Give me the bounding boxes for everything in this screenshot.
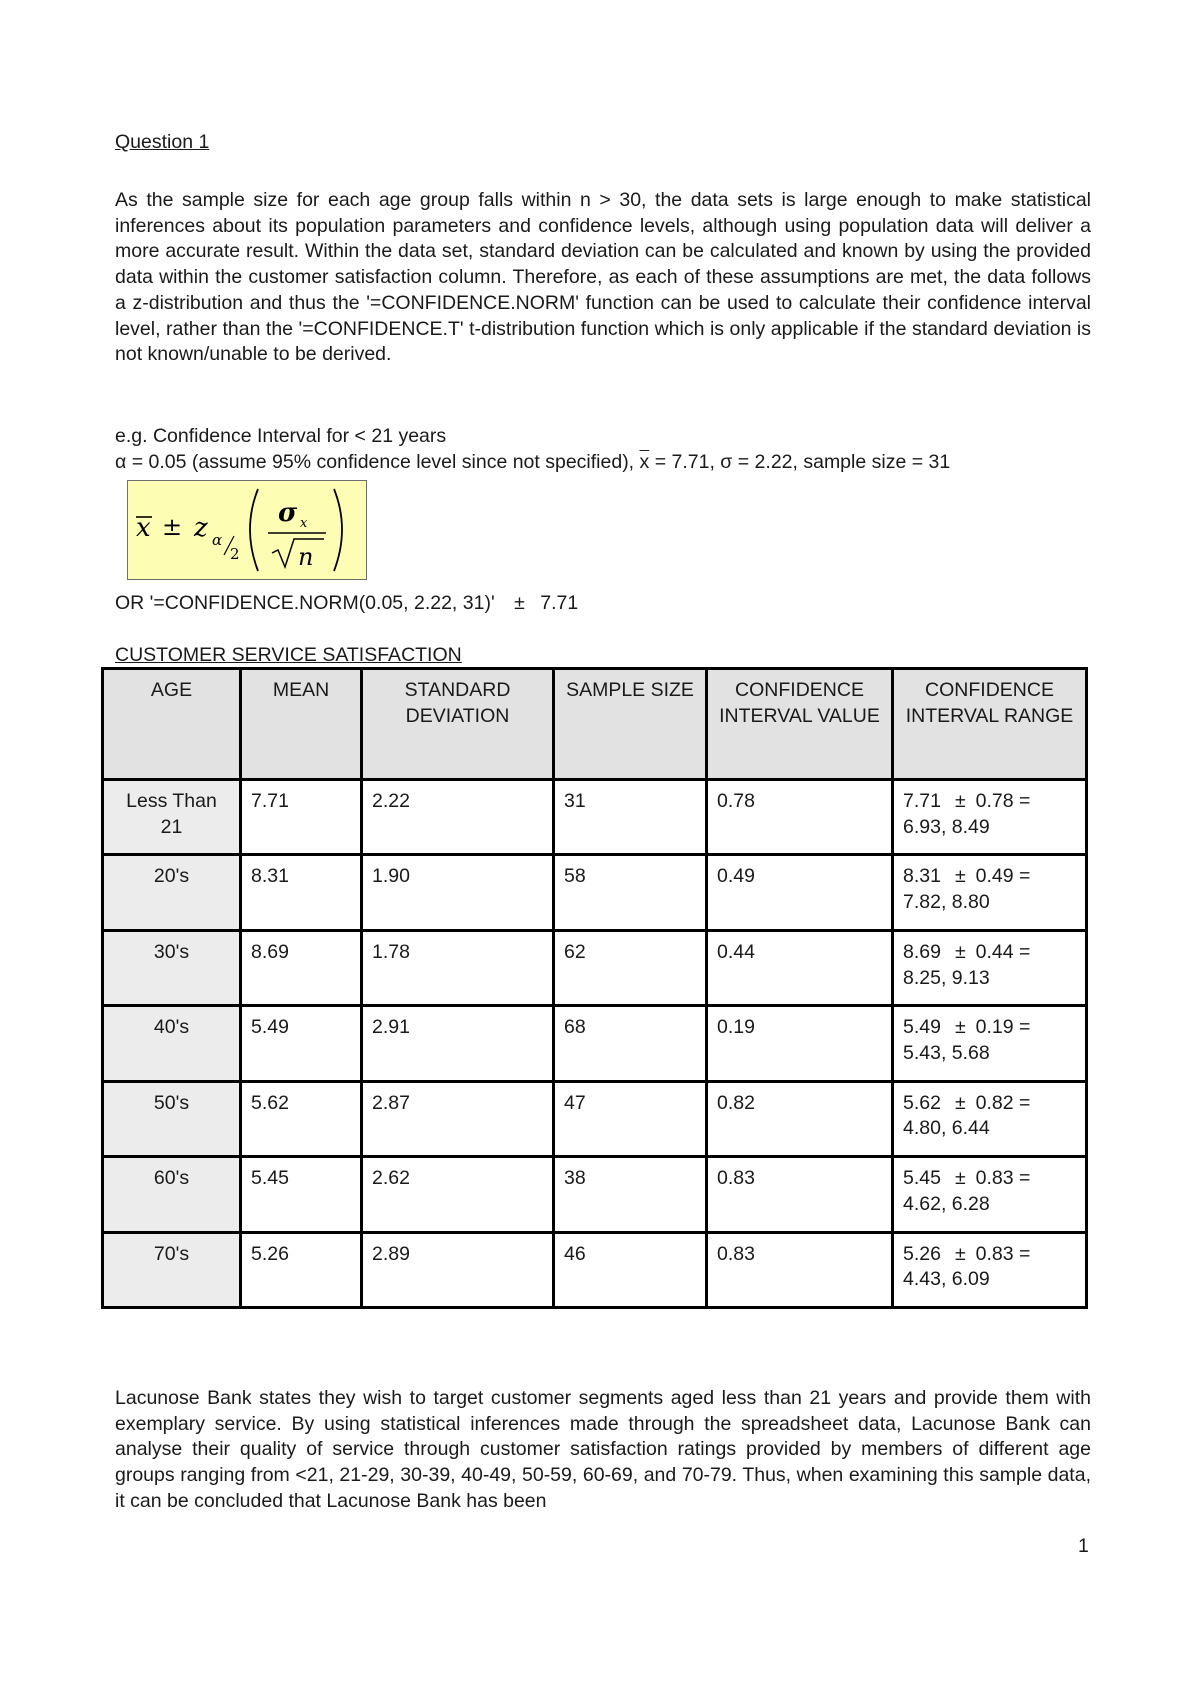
cell-sd: 2.91 [362,1006,554,1081]
svg-text:α: α [212,531,223,549]
header-standard-deviation: STANDARD DEVIATION [362,669,554,780]
range-bounds: 6.93, 8.49 [903,815,990,838]
cell-sd: 2.22 [362,780,554,855]
cell-ci-value: 0.44 [707,930,893,1005]
table-header-row [103,669,1087,780]
example-parameters [115,450,1091,476]
range-pm: ± [954,865,966,888]
question-heading: Question 1 [115,131,210,153]
table-row [103,855,1087,930]
table-title: CUSTOMER SERVICE SATISFACTION [115,644,462,666]
cell-mean: 5.62 [241,1081,362,1156]
range-bounds: 5.43, 5.68 [903,1041,990,1064]
cell-age: 40's [103,1006,241,1081]
cell-ci-value: 0.49 [707,855,893,930]
svg-text:x: x [300,516,308,531]
cell-mean: 5.49 [241,1006,362,1081]
cell-mean: 5.26 [241,1232,362,1307]
table-row [103,930,1087,1005]
range-pm: ± [954,940,966,963]
confidence-interval-formula [127,480,367,580]
range-ci: 0.19 = [975,1016,1031,1039]
range-mean: 7.71 [903,790,941,812]
svg-text:2: 2 [230,545,240,563]
xbar-symbol: $\overline{x}$ [639,451,650,473]
range-bounds: 7.82, 8.80 [903,891,990,914]
example-title: e.g. Confidence Interval for < 21 years [115,425,447,447]
cell-ci-range [893,780,1087,855]
cell-ci-range [893,1081,1087,1156]
cell-sd: 2.62 [362,1157,554,1232]
cell-ci-value: 0.82 [707,1081,893,1156]
or-formula-value: 7.71 [540,592,579,614]
cell-ci-range [893,1157,1087,1232]
cell-sd: 1.90 [362,855,554,930]
page-number: 1 [1078,1535,1089,1557]
table-row [103,1232,1087,1307]
cell-age: 20's [103,855,241,930]
table-row [103,780,1087,855]
cell-ci-range [893,930,1087,1005]
header-confidence-interval-range: CONFIDENCE INTERVAL RANGE [893,669,1087,780]
range-mean: 5.26 [903,1242,941,1265]
range-bounds: 4.43, 6.09 [903,1268,990,1291]
cell-sample-size: 46 [554,1232,707,1307]
range-bounds: 8.25, 9.13 [903,966,990,989]
formula-graphic [128,481,365,578]
cell-sd: 2.89 [362,1232,554,1307]
range-mean: 5.62 [903,1091,941,1114]
cell-ci-range [893,1232,1087,1307]
cell-age: 50's [103,1081,241,1156]
range-pm: ± [954,1091,966,1114]
table-row [103,1081,1087,1156]
range-ci: 0.82 = [975,1091,1031,1114]
cell-mean: 5.45 [241,1157,362,1232]
header-age: AGE [103,669,241,780]
or-formula-line [115,591,1091,617]
cell-ci-value: 0.83 [707,1232,893,1307]
table-row [103,1157,1087,1232]
plus-minus-sign: ± [514,592,525,614]
range-pm: ± [954,790,966,812]
cell-sample-size: 58 [554,855,707,930]
range-ci: 0.83 = [975,1242,1031,1265]
cell-sample-size: 47 [554,1081,707,1156]
cell-age: 60's [103,1157,241,1232]
params-suffix: = 7.71, σ = 2.22, sample size = 31 [654,451,951,473]
cell-age: 30's [103,930,241,1005]
cell-ci-range [893,855,1087,930]
conclusion-paragraph: Lacunose Bank states they wish to target customer segments aged less than 21 years and provide them with exemplary service. By using statistical inferences made through the spreadsheet data, Lacunose Bank can analyse their quality of service through customer satisfaction ratings provided by members of different age groups ranging from <21, 21-29, 30-39, 40-49, 50-59, 60-69, and 70-79. Thus, when examining this sample data, it can be concluded that Lacunose Bank has been [115,1387,1091,1512]
range-pm: ± [954,1167,966,1190]
cell-ci-value: 0.19 [707,1006,893,1081]
svg-text:z: z [194,513,208,543]
or-formula-text: OR '=CONFIDENCE.NORM(0.05, 2.22, 31)' [115,592,495,614]
customer-satisfaction-table [101,667,1088,1309]
svg-text:σ: σ [278,498,298,528]
range-bounds: 4.80, 6.44 [903,1117,990,1140]
range-ci: 0.78 = [975,790,1031,812]
range-pm: ± [954,1242,966,1265]
intro-paragraph: As the sample size for each age group falls within n > 30, the data sets is large enough to make statistical inferences about its population parameters and confidence levels, although using population data will deliver a more accurate result. Within the data set, standard deviation can be calculated and known by using the provided data within the customer satisfaction column. Therefore, as each of these assumptions are met, the data follows a z-distribution and thus the '=CONFIDENCE.NORM' function can be used to calculate their confidence interval level, rather than the '=CONFIDENCE.T' t-distribution function which is only applicable if the standard deviation is not known/unable to be derived. [115,189,1091,366]
params-prefix: α = 0.05 (assume 95% confidence level since not specified), [115,451,635,473]
cell-ci-value: 0.83 [707,1157,893,1232]
cell-mean: 8.69 [241,930,362,1005]
range-mean: 5.49 [903,1016,941,1039]
cell-ci-range [893,1006,1087,1081]
svg-text:x: x [136,513,151,543]
cell-sample-size: 62 [554,930,707,1005]
range-mean: 5.45 [903,1167,941,1190]
cell-sample-size: 68 [554,1006,707,1081]
cell-sd: 1.78 [362,930,554,1005]
svg-text:n: n [298,543,314,571]
cell-mean: 7.71 [241,780,362,855]
range-pm: ± [954,1016,966,1039]
cell-age: 70's [103,1232,241,1307]
cell-age: Less Than 21 [103,780,241,855]
cell-sd: 2.87 [362,1081,554,1156]
range-ci: 0.49 = [975,865,1031,888]
svg-text:±: ± [162,513,183,541]
table-row [103,1006,1087,1081]
header-mean: MEAN [241,669,362,780]
cell-ci-value: 0.78 [707,780,893,855]
range-mean: 8.69 [903,940,941,963]
range-ci: 0.83 = [975,1167,1031,1190]
range-mean: 8.31 [903,865,941,888]
cell-sample-size: 38 [554,1157,707,1232]
range-ci: 0.44 = [975,940,1031,963]
cell-mean: 8.31 [241,855,362,930]
range-bounds: 4.62, 6.28 [903,1192,990,1215]
header-confidence-interval-value: CONFIDENCE INTERVAL VALUE [707,669,893,780]
cell-sample-size: 31 [554,780,707,855]
header-sample-size: SAMPLE SIZE [554,669,707,780]
